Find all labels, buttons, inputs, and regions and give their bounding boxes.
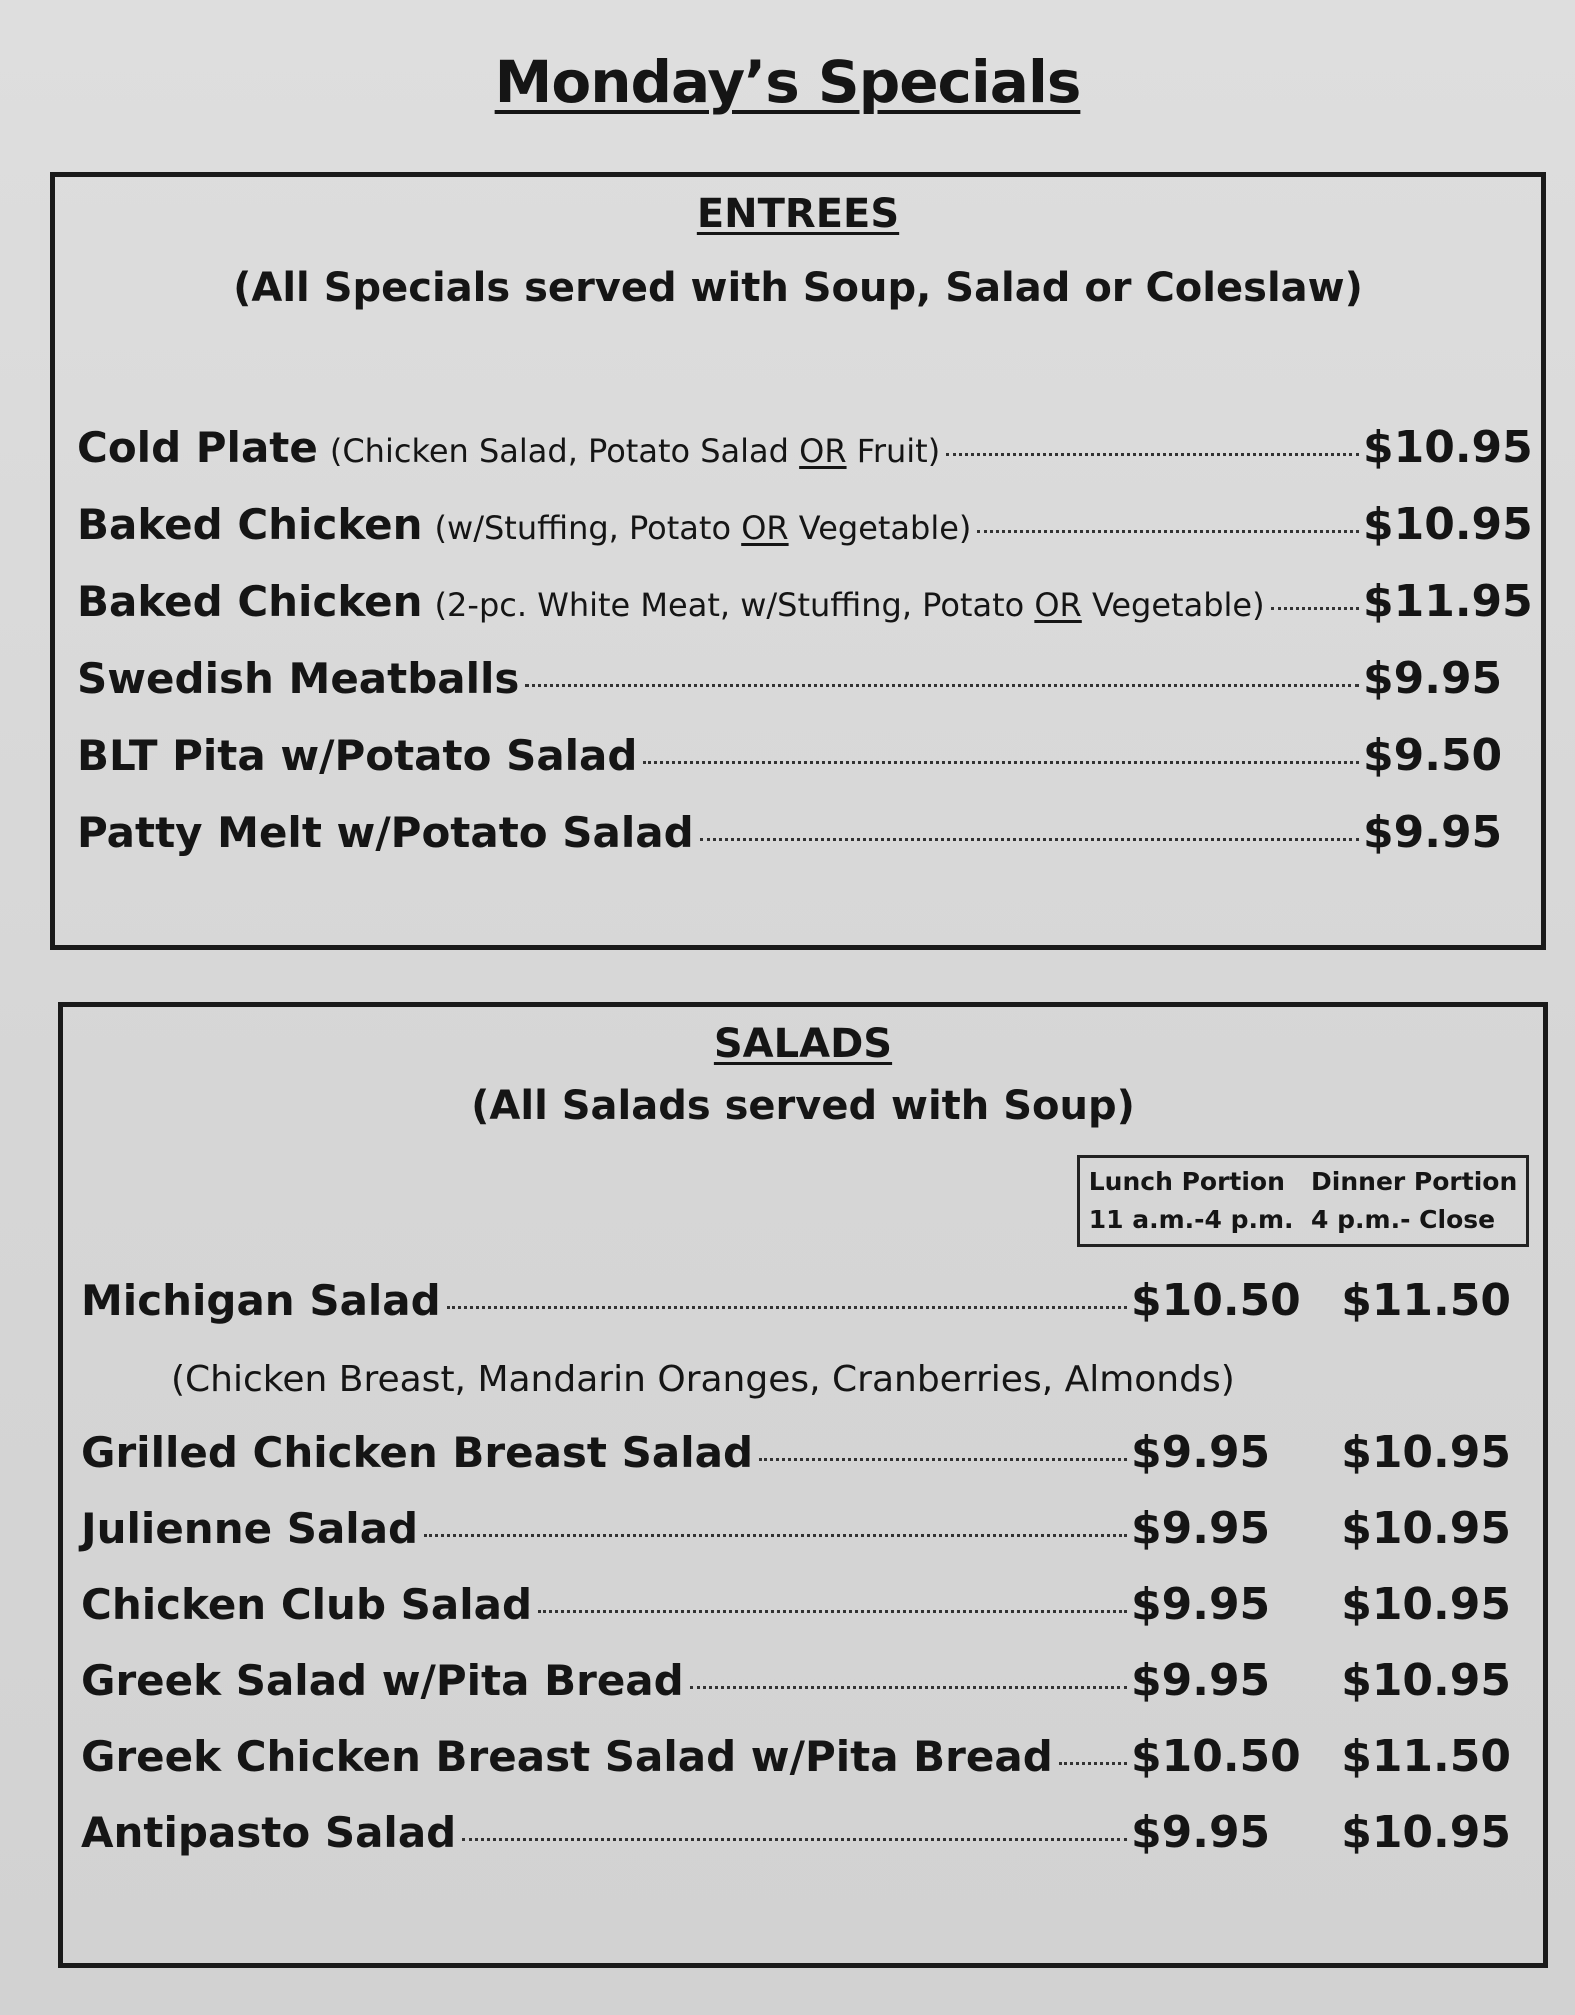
salad-name: Grilled Chicken Breast Salad [81, 1428, 754, 1477]
dot-leader [643, 761, 1359, 764]
dot-leader [1271, 607, 1359, 610]
salad-row [81, 1579, 1511, 1630]
entree-price: $10.95 [1363, 422, 1533, 473]
salad-name: Chicken Club Salad [81, 1580, 533, 1629]
dinner-price: $10.95 [1341, 1503, 1511, 1554]
salad-name: Greek Chicken Breast Salad w/Pita Bread [81, 1732, 1053, 1781]
salad-name: Michigan Salad [81, 1276, 441, 1325]
dot-leader [462, 1838, 1127, 1841]
salad-row [81, 1807, 1511, 1858]
lunch-price: $9.95 [1131, 1655, 1271, 1706]
lunch-price: $10.50 [1131, 1275, 1301, 1326]
entree-name: BLT Pita w/Potato Salad [77, 731, 638, 780]
dot-leader [690, 1686, 1127, 1689]
entree-price: $11.95 [1363, 576, 1533, 627]
salad-row [81, 1503, 1511, 1554]
dot-leader [700, 838, 1359, 841]
entrees-heading: ENTREES [696, 191, 900, 237]
entree-row [77, 422, 1533, 473]
salads-section [58, 1002, 1548, 1968]
salad-row [81, 1427, 1511, 1478]
lunch-price: $9.95 [1131, 1503, 1271, 1554]
portion-legend [1077, 1155, 1529, 1247]
lunch-price: $10.50 [1131, 1731, 1301, 1782]
dot-leader [525, 684, 1359, 687]
dinner-price: $10.95 [1341, 1655, 1511, 1706]
entree-row [77, 807, 1513, 858]
salad-name: Greek Salad w/Pita Bread [81, 1656, 684, 1705]
entrees-section [50, 172, 1546, 950]
lunch-portion-hours: 11 a.m.-4 p.m. [1088, 1205, 1294, 1234]
dinner-price: $11.50 [1341, 1275, 1511, 1326]
michigan-salad-note: (Chicken Breast, Mandarin Oranges, Cranberries, Almonds) [171, 1359, 1235, 1400]
dinner-price: $10.95 [1341, 1807, 1511, 1858]
salad-name: Julienne Salad [81, 1504, 419, 1553]
entree-detail: (2-pc. White Meat, w/Stuffing, Potato OR Vegetable) [434, 586, 1265, 624]
entree-row [77, 653, 1513, 704]
lunch-portion [1089, 1163, 1294, 1239]
salads-heading: SALADS [713, 1021, 893, 1067]
page-title: Monday’s Specials [494, 48, 1081, 116]
salads-subheading: (All Salads served with Soup) [471, 1083, 1135, 1129]
entree-name: Patty Melt w/Potato Salad [77, 808, 694, 857]
lunch-price: $9.95 [1131, 1427, 1271, 1478]
entrees-subheading: (All Specials served with Soup, Salad or Coleslaw) [233, 265, 1363, 311]
lunch-price: $9.95 [1131, 1579, 1271, 1630]
salad-row [81, 1731, 1511, 1782]
dot-leader [424, 1534, 1127, 1537]
salad-row [81, 1655, 1511, 1706]
dot-leader [1059, 1762, 1127, 1765]
entree-name: Baked Chicken [77, 500, 423, 549]
lunch-price: $9.95 [1131, 1807, 1271, 1858]
entree-row [77, 499, 1533, 550]
entree-detail: (w/Stuffing, Potato OR Vegetable) [434, 509, 972, 547]
dinner-portion-hours: 4 p.m.- Close [1311, 1205, 1496, 1234]
entree-price: $10.95 [1363, 499, 1533, 550]
entree-price: $9.95 [1363, 653, 1503, 704]
entree-price: $9.95 [1363, 807, 1503, 858]
entree-name: Baked Chicken [77, 577, 423, 626]
entree-row [77, 576, 1533, 627]
dot-leader [946, 453, 1359, 456]
dinner-portion-label: Dinner Portion [1311, 1167, 1518, 1196]
entree-detail: (Chicken Salad, Potato Salad OR Fruit) [329, 432, 941, 470]
entree-name: Swedish Meatballs [77, 654, 520, 703]
entree-name: Cold Plate [77, 423, 318, 472]
dot-leader [538, 1610, 1127, 1613]
dinner-price: $10.95 [1341, 1579, 1511, 1630]
dot-leader [977, 530, 1359, 533]
lunch-portion-label: Lunch Portion [1088, 1167, 1285, 1196]
dinner-price: $11.50 [1341, 1731, 1511, 1782]
salad-row [81, 1275, 1511, 1326]
dinner-portion [1311, 1163, 1517, 1239]
dot-leader [759, 1458, 1127, 1461]
entree-row [77, 730, 1513, 781]
salad-name: Antipasto Salad [81, 1808, 457, 1857]
dot-leader [447, 1306, 1127, 1309]
dinner-price: $10.95 [1341, 1427, 1511, 1478]
entree-price: $9.50 [1363, 730, 1503, 781]
